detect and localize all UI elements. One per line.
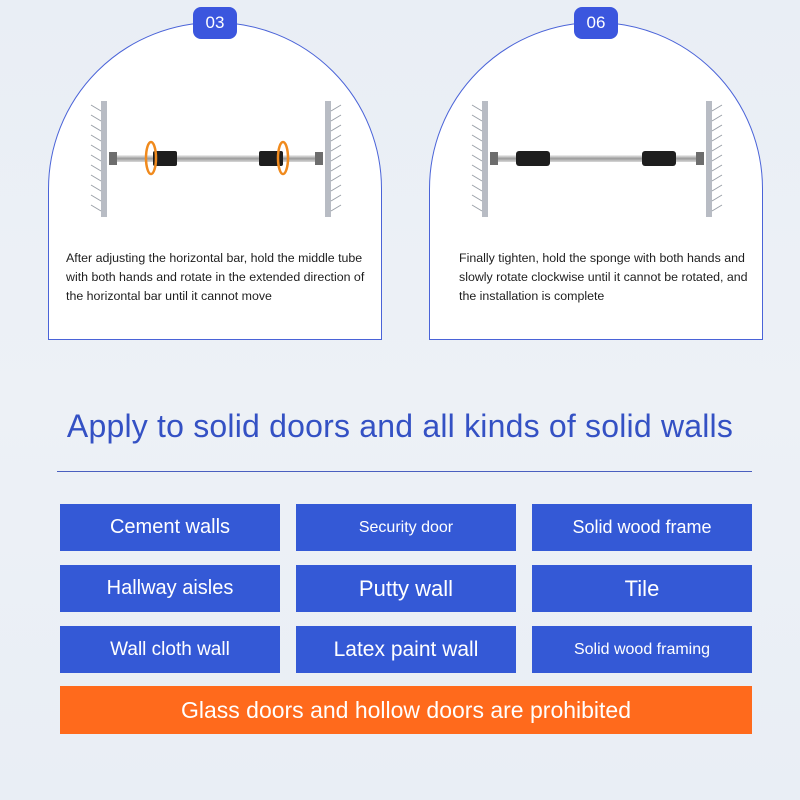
applicable-surfaces-heading: Apply to solid doors and all kinds of solid walls	[66, 408, 734, 444]
wall-type-chip: Hallway aisles	[60, 565, 280, 612]
right-wall-icon	[325, 101, 341, 217]
heading-divider	[57, 471, 752, 472]
wall-type-chip: Solid wood frame	[532, 504, 752, 551]
left-wall-icon	[91, 101, 107, 217]
step-instruction: After adjusting the horizontal bar, hold the middle tube with both hands and rotate in the extended direction of the horizontal bar until it cannot move	[66, 251, 365, 303]
wall-type-chip: Wall cloth wall	[60, 626, 280, 673]
step-card-03	[48, 13, 382, 340]
right-wall-icon	[706, 101, 722, 217]
step-number-badge: 06	[574, 7, 618, 39]
step-number-badge: 03	[193, 7, 237, 39]
pull-up-bar-installed-illustration	[460, 101, 734, 221]
wall-type-chip: Putty wall	[296, 565, 516, 612]
prohibited-warning-bar: Glass doors and hollow doors are prohibited	[60, 686, 752, 734]
wall-type-chip: Solid wood framing	[532, 626, 752, 673]
wall-type-chip: Cement walls	[60, 504, 280, 551]
left-wall-icon	[472, 101, 488, 217]
step-instruction: Finally tighten, hold the sponge with both hands and slowly rotate clockwise until it cannot be rotated, and the installation is complete	[459, 251, 748, 303]
pull-up-bar-adjust-illustration	[79, 101, 353, 221]
wall-type-chip: Tile	[532, 565, 752, 612]
wall-type-chip: Security door	[296, 504, 516, 551]
step-card-06	[429, 13, 763, 340]
wall-type-chip: Latex paint wall	[296, 626, 516, 673]
